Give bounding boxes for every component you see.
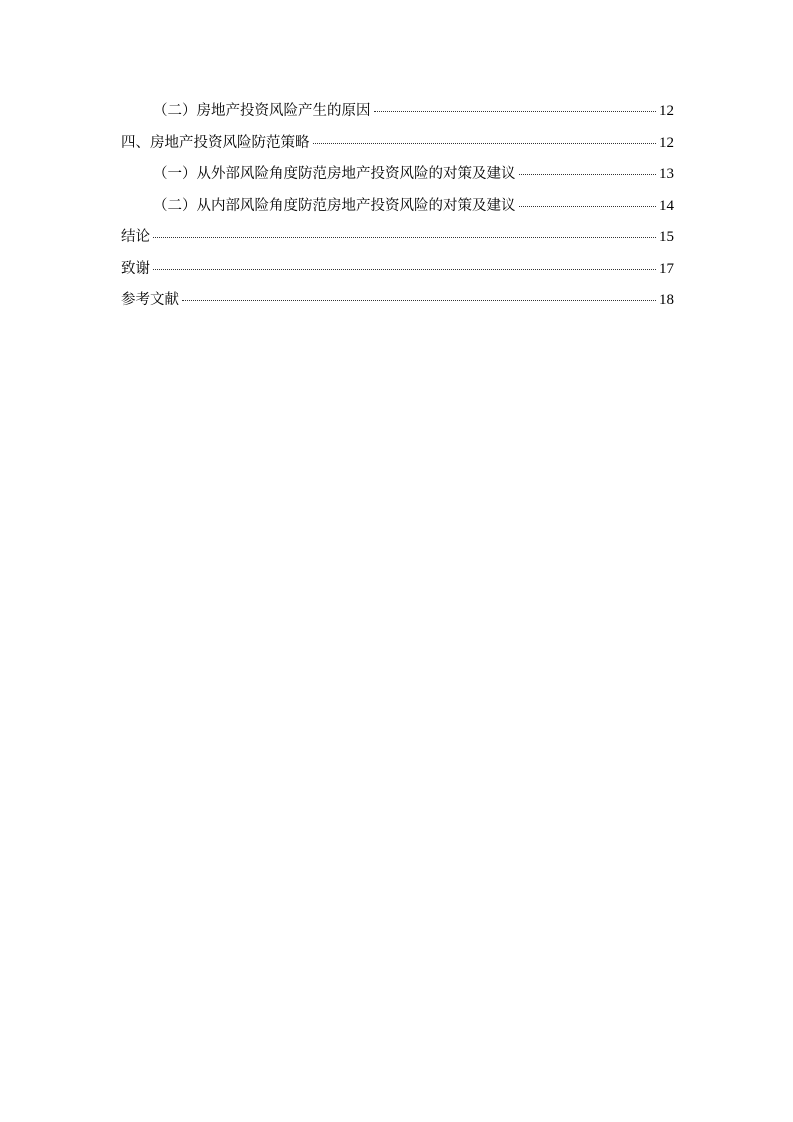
toc-page-number: 15 [659, 229, 674, 245]
toc-page-number: 13 [659, 166, 674, 182]
toc-entry-title: （一）从外部风险角度防范房地产投资风险的对策及建议 [153, 166, 516, 182]
toc-dot-leader [313, 143, 657, 144]
toc-dot-leader [182, 300, 656, 301]
toc-dot-leader [519, 206, 657, 207]
toc-page-number: 14 [659, 197, 674, 214]
toc-entry-cause-of-risk[interactable] [121, 99, 674, 131]
toc-page-number: 12 [659, 134, 674, 151]
toc-entry-prevention-strategy[interactable] [121, 131, 674, 163]
toc-entry-title: （二）从内部风险角度防范房地产投资风险的对策及建议 [153, 197, 516, 214]
toc-entry-title: 结论 [121, 229, 150, 245]
toc-entry-title: 致谢 [121, 260, 150, 277]
toc-dot-leader [519, 174, 657, 175]
toc-entry-internal-risk[interactable] [121, 194, 674, 226]
toc-page-number: 18 [659, 292, 674, 308]
toc-dot-leader [153, 269, 656, 270]
toc-dot-leader [153, 237, 656, 238]
toc-entry-acknowledgements[interactable] [121, 257, 674, 289]
toc-page-number: 12 [659, 103, 674, 119]
toc-page-number: 17 [659, 260, 674, 277]
toc-entry-title: 参考文献 [121, 292, 179, 308]
table-of-contents [121, 99, 674, 320]
toc-entry-conclusion[interactable] [121, 225, 674, 257]
toc-entry-title: （二）房地产投资风险产生的原因 [153, 103, 371, 119]
toc-entry-title: 四、房地产投资风险防范策略 [121, 134, 310, 151]
toc-dot-leader [374, 111, 657, 112]
toc-entry-external-risk[interactable] [121, 162, 674, 194]
toc-entry-references[interactable] [121, 288, 674, 320]
